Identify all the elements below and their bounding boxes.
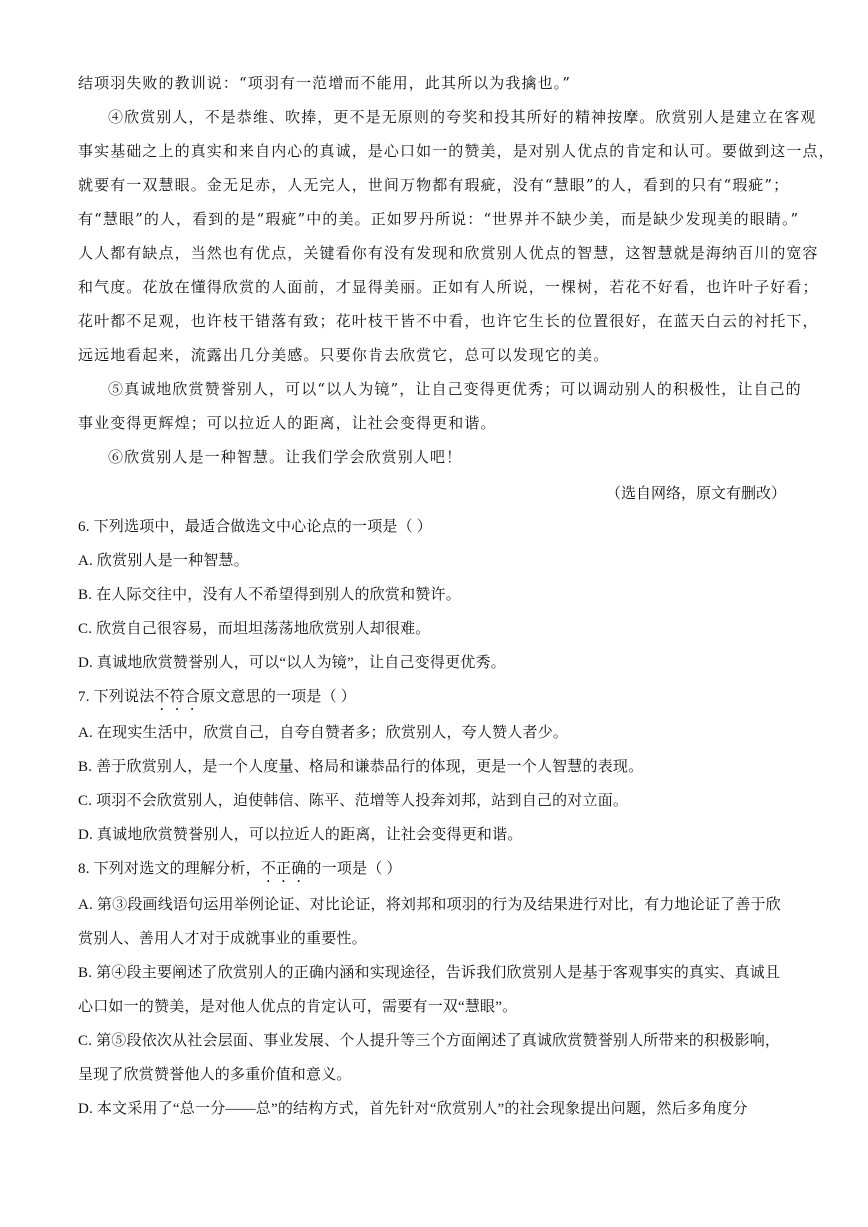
stem-text: 的一项是（ ） [306,861,402,877]
paragraph-line: 花叶都不足观，也许枝干错落有致；花叶枝干皆不中看，也许它生长的位置很好，在蓝天白云的衬托下， [78,312,819,330]
paragraph-line: ④欣赏别人，不是恭维、吹捧，更不是无原则的夸奖和投其所好的精神按摩。欣赏别人是建立在客观 [108,108,817,126]
paragraph-6: ⑥欣赏别人是一种智慧。让我们学会欣赏别人吧！ [108,448,463,466]
paragraph-line: ⑤真诚地欣赏赞誉别人，可以“以人为镜”，让自己变得更优秀；可以调动别人的积极性，让自己的 [108,380,802,398]
paragraph-line: 有“慧眼”的人，看到的是“瑕疵”中的美。正如罗丹所说：“世界并不缺少美，而是缺少发现美的眼睛。” [78,210,800,228]
option-c: C. 项羽不会欣赏别人，迫使韩信、陈平、范增等人投奔刘邦，站到自己的对立面。 [78,793,629,809]
paragraph-line: 就要有一双慧眼。金无足赤，人无完人，世间万物都有瑕疵，没有“慧眼”的人，看到的只有“瑕疵”； [78,176,790,194]
option-d: D. 真诚地欣赏赞誉别人，可以“以人为镜”，让自己变得更优秀。 [78,655,506,671]
paragraph-line: 远远地看起来，流露出几分美感。只要你肯去欣赏它，总可以发现它的美。 [78,346,610,364]
option-a: A. 第③段画线语句运用举例论证、对比论证，将刘邦和项羽的行为及结果进行对比，有力地论证了善于欣 [78,897,781,913]
paragraph-line: 事业变得更辉煌；可以拉近人的距离，让社会变得更和谐。 [78,414,497,432]
stem-text: 7. 下列说法 [78,689,155,705]
question-stem: 6. 下列选项中，最适合做选文中心论点的一项是（ ） [78,519,432,535]
stem-text: 8. 下列对选文的理解分析， [78,861,261,877]
option-b-continued: 心口如一的赞美，是对他人优点的肯定认可，需要有一双“慧眼”。 [78,999,518,1015]
option-b: B. 第④段主要阐述了欣赏别人的正确内涵和实现途径，告诉我们欣赏别人是基于客观事实的真实、真诚且 [78,965,781,981]
option-b: B. 善于欣赏别人，是一个人度量、格局和谦恭品行的体现，更是一个人智慧的表现。 [78,759,644,775]
question-stem [78,686,790,714]
emphasis-text: 不正确 [260,861,307,877]
paragraph-3-end: 结项羽失败的教训说：“项羽有一范增而不能用，此其所以为我擒也。” [78,74,572,92]
option-c: C. 第⑤段依次从社会层面、事业发展、个人提升等三个方面阐述了真诚欣赏赞誉别人所带来的积极影响， [78,1033,781,1049]
option-d: D. 真诚地欣赏赞誉别人，可以拉近人的距离，让社会变得更和谐。 [78,827,523,843]
option-a-continued: 赏别人、善用人才对于成就事业的重要性。 [78,931,367,947]
option-c-continued: 呈现了欣赏赞誉他人的多重价值和意义。 [78,1067,352,1083]
option-a: A. 欣赏别人是一种智慧。 [78,553,249,569]
option-c: C. 欣赏自己很容易，而坦坦荡荡地欣赏别人却很难。 [78,621,431,637]
option-b: B. 在人际交往中，没有人不希望得到别人的欣赏和赞许。 [78,587,461,603]
option-d: D. 本文采用了“总一分——总”的结构方式，首先针对“欣赏别人”的社会现象提出问题，然后多角度分 [78,1101,748,1117]
stem-text: 原文意思的一项是（ ） [200,689,356,705]
option-a: A. 在现实生活中，欣赏自己，自夸自赞者多；欣赏别人，夸人赞人者少。 [78,725,569,741]
paragraph-line: 事实基础之上的真实和来自内心的真诚，是心口如一的赞美，是对别人优点的肯定和认可。要做到这一点， [78,142,835,160]
question-stem [78,858,790,886]
emphasis-text: 不符合 [154,689,201,705]
source-note: （选自网络，原文有删改） [605,484,786,502]
paragraph-line: 人人都有缺点，当然也有优点，关键看你有没有发现和欣赏别人优点的智慧，这智慧就是海纳百川的宽容 [78,244,819,262]
paragraph-line: 和气度。花放在懂得欣赏的人面前，才显得美丽。正如有人所说，一棵树，若花不好看，也许叶子好看； [78,278,819,296]
